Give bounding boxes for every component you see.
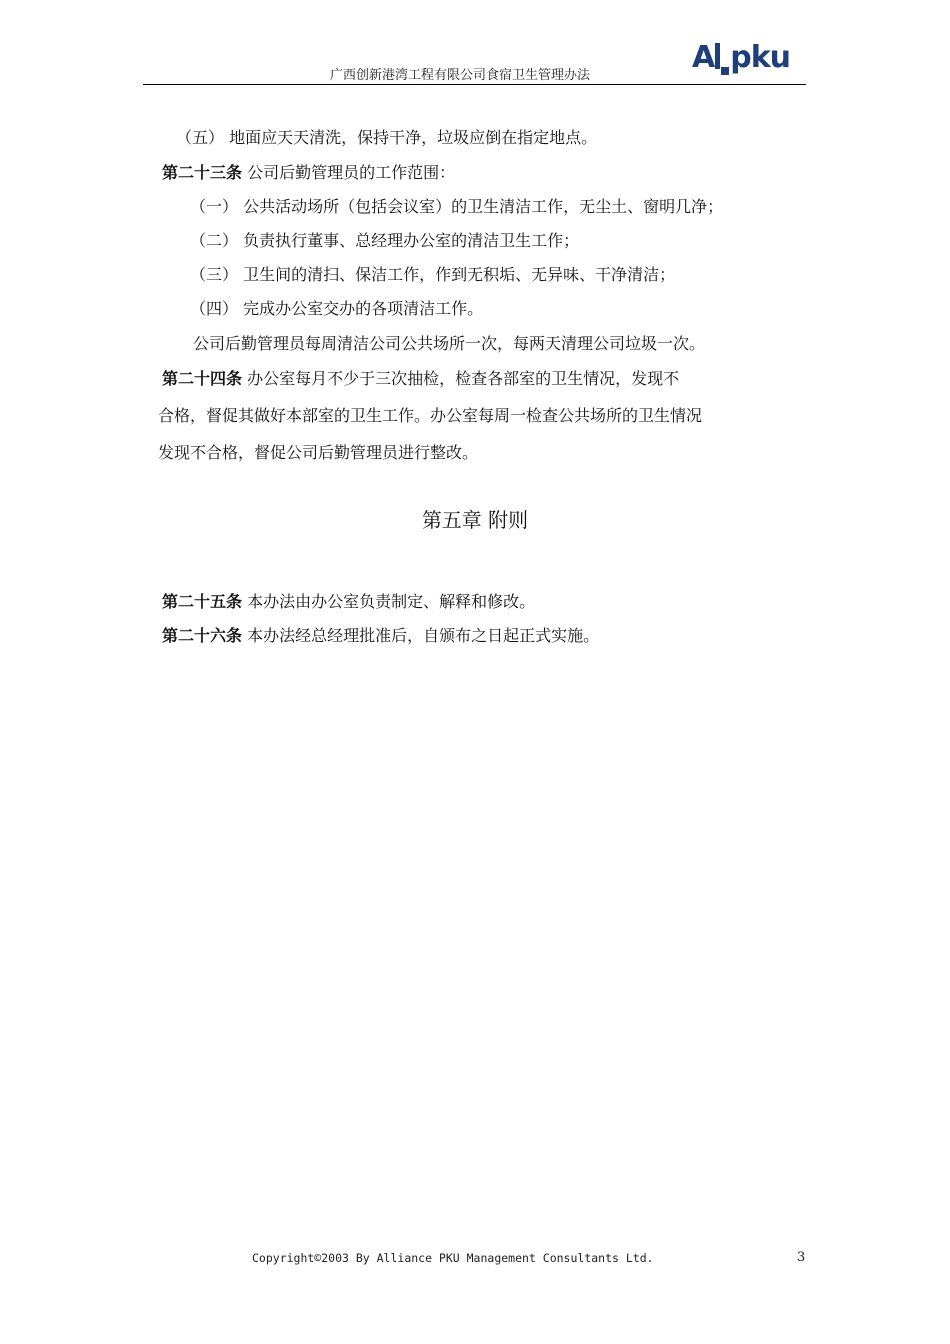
copyright-notice: Copyright©2003 By Alliance PKU Management Consultants Ltd. [252,1251,654,1265]
article-text: 办公室每月不少于三次抽检，检查各部室的卫生情况，发现不 [242,369,680,388]
article-label: 第二十五条 [162,592,243,611]
article-24-line-2: 合格，督促其做好本部室的卫生工作。办公室每周一检查公共场所的卫生情况 [158,406,703,425]
article-text: 公司后勤管理员的工作范围： [242,163,456,182]
article-23-item-2: （二） 负责执行董事、总经理办公室的清洁卫生工作； [190,231,580,250]
article-23-item-4: （四） 完成办公室交办的各项清洁工作。 [190,299,484,318]
alliance-pku-logo: A pku [692,40,791,75]
clause-item-5: （五） 地面应天天清洗，保持干净，垃圾应倒在指定地点。 [176,128,598,147]
article-25 [162,592,535,612]
article-24-line-3: 发现不合格，督促公司后勤管理员进行整改。 [158,443,479,462]
article-label: 第二十四条 [162,369,243,388]
document-title: 广西创新港湾工程有限公司食宿卫生管理办法 [329,68,590,83]
article-23-item-3: （三） 卫生间的清扫、保洁工作，作到无积垢、无异味、干净清洁； [190,265,676,284]
page-number: 3 [797,1250,806,1265]
article-24 [162,369,679,389]
article-26 [162,626,599,646]
chapter-heading: 第五章 附则 [421,508,529,532]
article-label: 第二十六条 [162,626,243,645]
article-23 [162,163,455,183]
article-text: 本办法经总经理批准后，自颁布之日起正式实施。 [242,626,600,645]
article-text: 本办法由办公室负责制定、解释和修改。 [242,592,536,611]
article-label: 第二十三条 [162,163,243,182]
article-23-note: 公司后勤管理员每周清洁公司公共场所一次，每两天清理公司垃圾一次。 [193,334,706,353]
article-23-item-1: （一） 公共活动场所（包括会议室）的卫生清洁工作，无尘土、窗明几净； [190,197,724,216]
header-divider [143,84,806,85]
